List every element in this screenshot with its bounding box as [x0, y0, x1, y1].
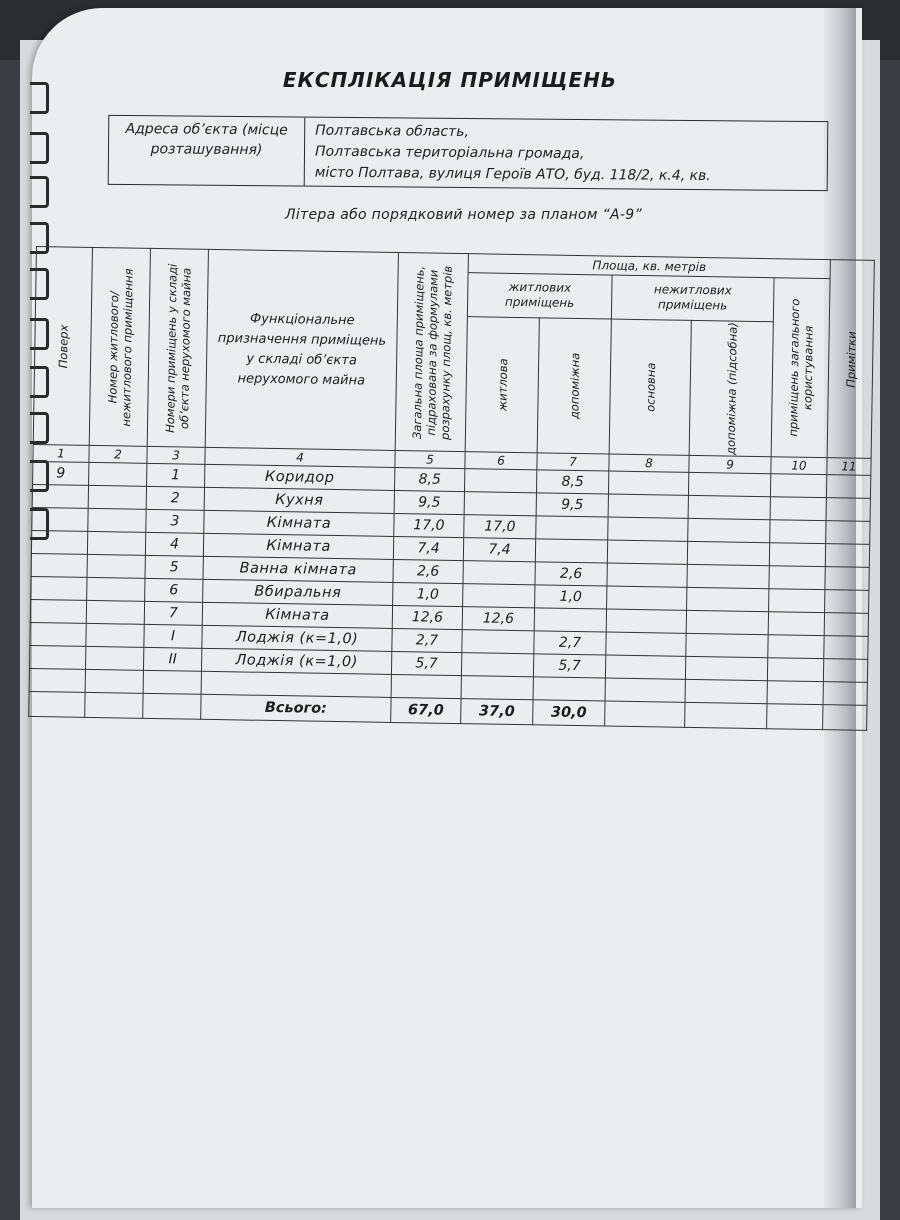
main-area-cell: [605, 678, 685, 702]
notes-cell: [826, 498, 870, 522]
address-text: [315, 121, 820, 188]
main-area-cell: [606, 609, 686, 633]
header-total-area: Загальна площа приміщень, підрахована за формулами розрахунку площ, кв. метрів: [395, 253, 468, 452]
auxiliary-utility-cell: [686, 610, 768, 634]
header-area-group: Площа, кв. метрів: [468, 254, 830, 279]
header-room-numbers: Номери приміщень у складі об’єкта нерухомого майна: [147, 248, 208, 447]
address-box: [108, 115, 829, 191]
notes-cell: [826, 475, 870, 499]
room-number-cell: 4: [145, 532, 203, 556]
total-area-cell: 5,7: [391, 651, 461, 675]
column-number: 1: [33, 444, 89, 462]
floor-cell: [31, 576, 87, 600]
room-number-cell: 2: [146, 486, 204, 510]
room-number-cell: 1: [147, 463, 205, 487]
room-number-cell: II: [143, 647, 201, 671]
common-use-cell: [767, 681, 823, 705]
main-area-cell: [607, 563, 687, 587]
notes-cell: [823, 659, 867, 683]
notes-cell: [823, 682, 867, 706]
auxiliary-area-cell: 9,5: [536, 493, 608, 517]
auxiliary-area-cell: 1,0: [535, 585, 607, 609]
address-line: місто Полтава, вулиця Героїв АТО, буд. 118/2, к.4, кв.: [314, 164, 711, 185]
room-name-cell: Ванна кімната: [203, 556, 393, 582]
column-number: 6: [465, 452, 537, 470]
auxiliary-area-cell: [535, 539, 607, 563]
living-area-cell: [462, 630, 534, 654]
room-name-cell: Коридор: [205, 464, 395, 490]
column-number: 2: [89, 445, 147, 463]
room-number-cell: 3: [146, 509, 204, 533]
living-area-cell: 7,4: [463, 538, 535, 562]
total-area-cell: 12,6: [392, 605, 462, 629]
column-number: 10: [771, 457, 827, 475]
unit-number-cell: [88, 508, 146, 532]
total-area-cell: 8,5: [394, 467, 464, 491]
living-area-cell: 12,6: [462, 607, 534, 631]
unit-number-cell: [86, 600, 144, 624]
room-name-cell: Кімната: [204, 510, 394, 536]
living-area-cell: [463, 584, 535, 608]
header-nonresidential: нежитлових приміщень: [611, 275, 774, 321]
floor-cell: [32, 484, 88, 508]
total-area-cell: 2,7: [392, 628, 462, 652]
room-name-cell: Кімната: [203, 533, 393, 559]
total-area-cell: 9,5: [394, 490, 464, 514]
living-area-cell: [461, 653, 533, 677]
header-function: Функціональне призначення приміщень у складі об’єкта нерухомого майна: [205, 249, 398, 450]
total-living-value: 37,0: [461, 699, 533, 725]
floor-cell: [31, 553, 87, 577]
unit-number-cell: [87, 531, 145, 555]
auxiliary-utility-cell: [688, 518, 770, 542]
room-name-cell: Вбиральня: [203, 579, 393, 605]
unit-number-cell: [85, 646, 143, 670]
total-auxiliary-value: 30,0: [533, 700, 605, 726]
living-area-cell: [463, 561, 535, 585]
room-name-cell: Лоджія (к=1,0): [202, 625, 392, 651]
unit-number-cell: [89, 462, 147, 486]
header-auxiliary: допоміжна: [537, 317, 611, 454]
column-number: 5: [395, 450, 465, 468]
main-area-cell: [607, 540, 687, 564]
unit-number-cell: [88, 485, 146, 509]
explication-table: [28, 246, 875, 731]
common-use-cell: [768, 612, 824, 636]
total-area-cell: 17,0: [394, 513, 464, 537]
auxiliary-utility-cell: [687, 564, 769, 588]
auxiliary-utility-cell: [688, 472, 770, 496]
column-number: 3: [147, 446, 205, 464]
unit-number-cell: [87, 577, 145, 601]
auxiliary-area-cell: 2,7: [534, 631, 606, 655]
column-number: 9: [689, 455, 771, 473]
explication-table-wrapper: [28, 246, 874, 731]
common-use-cell: [770, 474, 826, 498]
header-residential: житлових приміщень: [467, 273, 612, 319]
common-use-cell: [769, 589, 825, 613]
main-area-cell: [608, 517, 688, 541]
floor-cell: [29, 645, 85, 669]
notes-cell: [825, 544, 869, 568]
auxiliary-utility-cell: [687, 587, 769, 611]
floor-cell: [30, 599, 86, 623]
living-area-cell: [461, 676, 533, 700]
living-area-cell: [464, 469, 536, 493]
notes-cell: [824, 636, 868, 660]
auxiliary-utility-cell: [685, 656, 767, 680]
header-unit-number: Номер житлового/ нежитлового приміщення: [89, 247, 150, 446]
address-label: Адреса об’єкта (місце розташування): [109, 116, 306, 186]
common-use-cell: [770, 497, 826, 521]
total-area-cell: 1,0: [393, 582, 463, 606]
main-area-cell: [605, 655, 685, 679]
main-area-cell: [606, 632, 686, 656]
auxiliary-utility-cell: [687, 541, 769, 565]
total-label: Всього:: [201, 694, 391, 722]
auxiliary-area-cell: 8,5: [536, 470, 608, 494]
address-line: Полтавська територіальна громада,: [314, 143, 585, 163]
auxiliary-area-cell: [534, 608, 606, 632]
total-area-cell: 7,4: [393, 536, 463, 560]
floor-cell: [29, 668, 85, 692]
notes-cell: [824, 613, 868, 637]
living-area-cell: 17,0: [464, 515, 536, 539]
room-name-cell: Лоджія (к=1,0): [201, 648, 391, 674]
column-number: 7: [537, 453, 609, 471]
auxiliary-area-cell: 2,6: [535, 562, 607, 586]
column-number: 11: [827, 458, 871, 476]
unit-number-cell: [87, 554, 145, 578]
common-use-cell: [769, 543, 825, 567]
document-title: ЕКСПЛІКАЦІЯ ПРИМІЩЕНЬ: [282, 68, 618, 92]
binder-ring: [30, 132, 49, 164]
common-use-cell: [769, 566, 825, 590]
common-use-cell: [768, 635, 824, 659]
room-number-cell: 5: [145, 555, 203, 579]
main-area-cell: [608, 494, 688, 518]
header-common-use: приміщень загального користування: [771, 278, 830, 458]
living-area-cell: [464, 492, 536, 516]
auxiliary-area-cell: 5,7: [533, 654, 605, 678]
unit-number-cell: [86, 623, 144, 647]
main-area-cell: [608, 471, 688, 495]
auxiliary-utility-cell: [685, 679, 767, 703]
floor-cell: [32, 507, 88, 531]
address-line: Полтавська область,: [315, 122, 470, 141]
total-area-value: 67,0: [391, 697, 461, 723]
common-use-cell: [767, 658, 823, 682]
header-auxiliary-utility: допоміжна (підсобна): [689, 320, 773, 457]
header-main: основна: [609, 319, 691, 456]
room-name-cell: [201, 671, 391, 697]
main-area-cell: [607, 586, 687, 610]
binder-ring: [30, 176, 49, 208]
unit-number-cell: [85, 669, 143, 693]
notes-cell: [825, 567, 869, 591]
auxiliary-utility-cell: [688, 495, 770, 519]
notes-cell: [825, 590, 869, 614]
room-number-cell: I: [144, 624, 202, 648]
litera-caption: Літера або порядковий номер за планом “А-9”: [285, 207, 643, 223]
room-name-cell: Кімната: [202, 602, 392, 628]
floor-cell: 9: [33, 461, 89, 485]
room-number-cell: 7: [144, 601, 202, 625]
auxiliary-utility-cell: [686, 633, 768, 657]
notes-cell: [826, 521, 870, 545]
header-living: житлова: [465, 316, 539, 453]
auxiliary-area-cell: [536, 516, 608, 540]
auxiliary-area-cell: [533, 677, 605, 701]
floor-cell: [31, 530, 87, 554]
column-number: 8: [609, 454, 689, 472]
common-use-cell: [770, 520, 826, 544]
header-floor: Поверх: [33, 247, 92, 446]
room-number-cell: [143, 670, 201, 694]
room-name-cell: Кухня: [204, 487, 394, 513]
room-number-cell: 6: [145, 578, 203, 602]
header-notes: Примітки: [827, 260, 874, 459]
total-area-cell: [391, 674, 461, 698]
column-number: 4: [205, 447, 395, 467]
total-area-cell: 2,6: [393, 559, 463, 583]
floor-cell: [30, 622, 86, 646]
